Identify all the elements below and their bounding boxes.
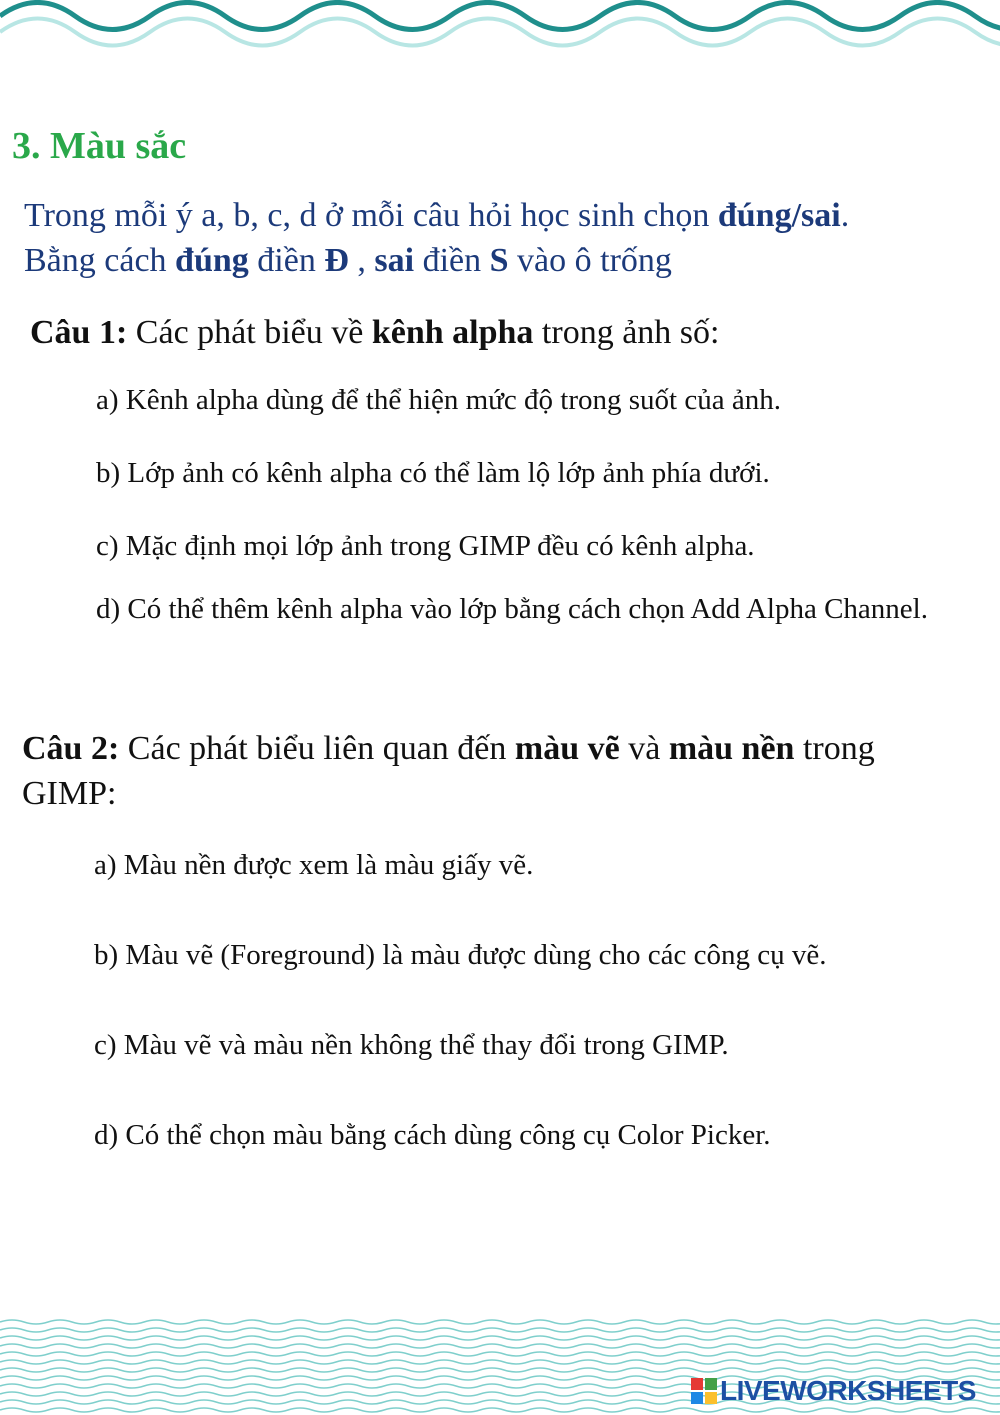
question-1-prompt: Câu 1: Các phát biểu về kênh alpha trong ảnh số: (30, 314, 720, 351)
question-2-prompt: Câu 2: Các phát biểu liên quan đến màu vẽ và màu nền trong GIMP: (22, 730, 875, 812)
question-2-option-b: b) Màu vẽ (Foreground) là màu được dùng cho các công cụ vẽ. (94, 939, 827, 971)
instructions (24, 193, 984, 283)
liveworksheets-logo (690, 1376, 976, 1406)
section-title: 3. Màu sắc (12, 125, 187, 167)
question-1-option-a: a) Kênh alpha dùng để thể hiện mức độ trong suốt của ảnh. (96, 384, 781, 416)
instructions-line-2: Bằng cách đúng điền Đ , sai điền S vào ô trống (24, 242, 672, 279)
question-1-option-b: b) Lớp ảnh có kênh alpha có thể làm lộ lớp ảnh phía dưới. (96, 457, 770, 489)
question-1-option-d: d) Có thể thêm kênh alpha vào lớp bằng cách chọn Add Alpha Channel. (96, 593, 928, 625)
question-2-label: Câu 2: (22, 730, 120, 767)
question-2-option-a: a) Màu nền được xem là màu giấy vẽ. (94, 849, 534, 881)
instructions-line-1: Trong mỗi ý a, b, c, d ở mỗi câu hỏi học sinh chọn đúng/sai. (24, 197, 850, 234)
liveworksheets-logo-text: LIVEWORKSHEETS (720, 1375, 976, 1406)
question-2-option-d: d) Có thể chọn màu bằng cách dùng công cụ Color Picker. (94, 1119, 771, 1151)
top-wave-border (0, 0, 1000, 60)
liveworksheets-logo-icon (690, 1377, 718, 1405)
question-2-option-c: c) Màu vẽ và màu nền không thể thay đổi trong GIMP. (94, 1029, 729, 1061)
question-1-option-c: c) Mặc định mọi lớp ảnh trong GIMP đều có kênh alpha. (96, 530, 755, 562)
question-1-label: Câu 1: (30, 314, 128, 351)
